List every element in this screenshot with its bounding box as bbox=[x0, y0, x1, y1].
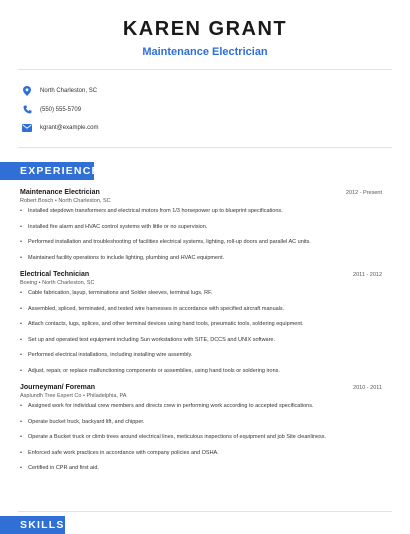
company-separator: • bbox=[82, 393, 87, 399]
job-title: Electrical Technician bbox=[20, 271, 90, 278]
location-pin-icon bbox=[22, 86, 32, 96]
envelope-icon bbox=[22, 123, 32, 133]
job-company bbox=[20, 393, 382, 399]
job-bullet: • Cable fabrication, layup, terminations and Solder sleeves, terminal lugs, RF. bbox=[20, 289, 382, 305]
candidate-name: KAREN GRANT bbox=[122, 18, 288, 40]
job-bullet: • Set up and operated test equipment including Sun workstations with SITE, DCCS and UNIX software. bbox=[20, 336, 382, 352]
job-entry bbox=[20, 271, 382, 382]
job-bullet: • Performed installation and troubleshooting of facilities electrical systems, lighting, roll-up doors and parallel AC units. bbox=[20, 238, 382, 254]
email-text: kgrant@example.com bbox=[40, 125, 99, 132]
job-bullets bbox=[20, 207, 382, 269]
job-bullet: • Installed stepdown transformers and electrical motors from 1/3 horsepower up to blueprint specifications. bbox=[20, 207, 382, 223]
job-company bbox=[20, 198, 382, 204]
job-bullet: • Attach contacts, lugs, splices, and other terminal devices using hand tools, pneumatic tools, soldering equipment. bbox=[20, 320, 382, 336]
contact-phone bbox=[22, 101, 98, 120]
resume-header bbox=[0, 0, 410, 59]
job-entry bbox=[20, 384, 382, 480]
company-name: Asplundh Tree Expert Co bbox=[20, 393, 82, 399]
header-divider bbox=[18, 69, 392, 70]
job-bullet: • Assigned work for individual crew members and directs crew in performing work according to accepted specifications. bbox=[20, 402, 382, 418]
skills-section-heading: SKILLS bbox=[0, 516, 65, 534]
company-name: Robert Bosch bbox=[20, 198, 54, 204]
candidate-title: Maintenance Electrician bbox=[142, 46, 268, 58]
job-bullets bbox=[20, 402, 382, 480]
contact-email bbox=[22, 119, 98, 138]
company-location: North Charleston, SC bbox=[42, 280, 95, 286]
contact-location bbox=[22, 82, 98, 101]
experience-divider bbox=[18, 511, 392, 512]
company-location: Philadelphia, PA bbox=[86, 393, 127, 399]
job-dates: 2012 - Present bbox=[345, 190, 382, 196]
job-bullet: • Enforced safe work practices in accordance with company policies and OSHA. bbox=[20, 449, 382, 465]
job-title: Maintenance Electrician bbox=[20, 189, 100, 196]
phone-icon bbox=[22, 105, 32, 115]
job-bullet: • Operate a Bucket truck or climb trees around electrical lines, meticulous inspections of equipment and job Site cleanliness. bbox=[20, 433, 382, 449]
job-bullet: • Assembled, spliced, terminated, and tested wire harnesses in accordance with specified aircraft manuals. bbox=[20, 305, 382, 321]
contact-divider bbox=[18, 147, 392, 148]
job-title: Journeyman/ Foreman bbox=[20, 384, 96, 391]
contact-info bbox=[22, 82, 98, 138]
phone-text: (550) 555-5709 bbox=[40, 106, 82, 113]
experience-section-heading: EXPERIENCE bbox=[0, 162, 94, 180]
job-dates: 2011 - 2012 bbox=[353, 272, 382, 278]
job-bullet: • Installed fire alarm and HVAC control systems with little or no supervision. bbox=[20, 223, 382, 239]
job-bullet: • Operate bucket truck, backyard lift, and chipper. bbox=[20, 418, 382, 434]
job-bullet: • Adjust, repair, or replace malfunctioning components or assemblies, using hand tools or soldering irons. bbox=[20, 367, 382, 383]
job-dates: 2010 - 2011 bbox=[353, 385, 382, 391]
location-text: North Charleston, SC bbox=[40, 88, 98, 95]
job-entry bbox=[20, 189, 382, 269]
job-bullet: • Certified in CPR and first aid. bbox=[20, 464, 382, 480]
experience-list bbox=[20, 189, 382, 482]
job-bullets bbox=[20, 289, 382, 382]
company-location: North Charleston, SC bbox=[58, 198, 111, 204]
job-bullet: • Maintained facility operations to include lighting, plumbing and HVAC equipment. bbox=[20, 254, 382, 270]
job-bullet: • Performed electrical installations, including installing wire assembly. bbox=[20, 351, 382, 367]
company-name: Boeing bbox=[20, 280, 38, 286]
company-separator: • bbox=[38, 280, 43, 286]
job-company bbox=[20, 280, 382, 286]
company-separator: • bbox=[54, 198, 59, 204]
